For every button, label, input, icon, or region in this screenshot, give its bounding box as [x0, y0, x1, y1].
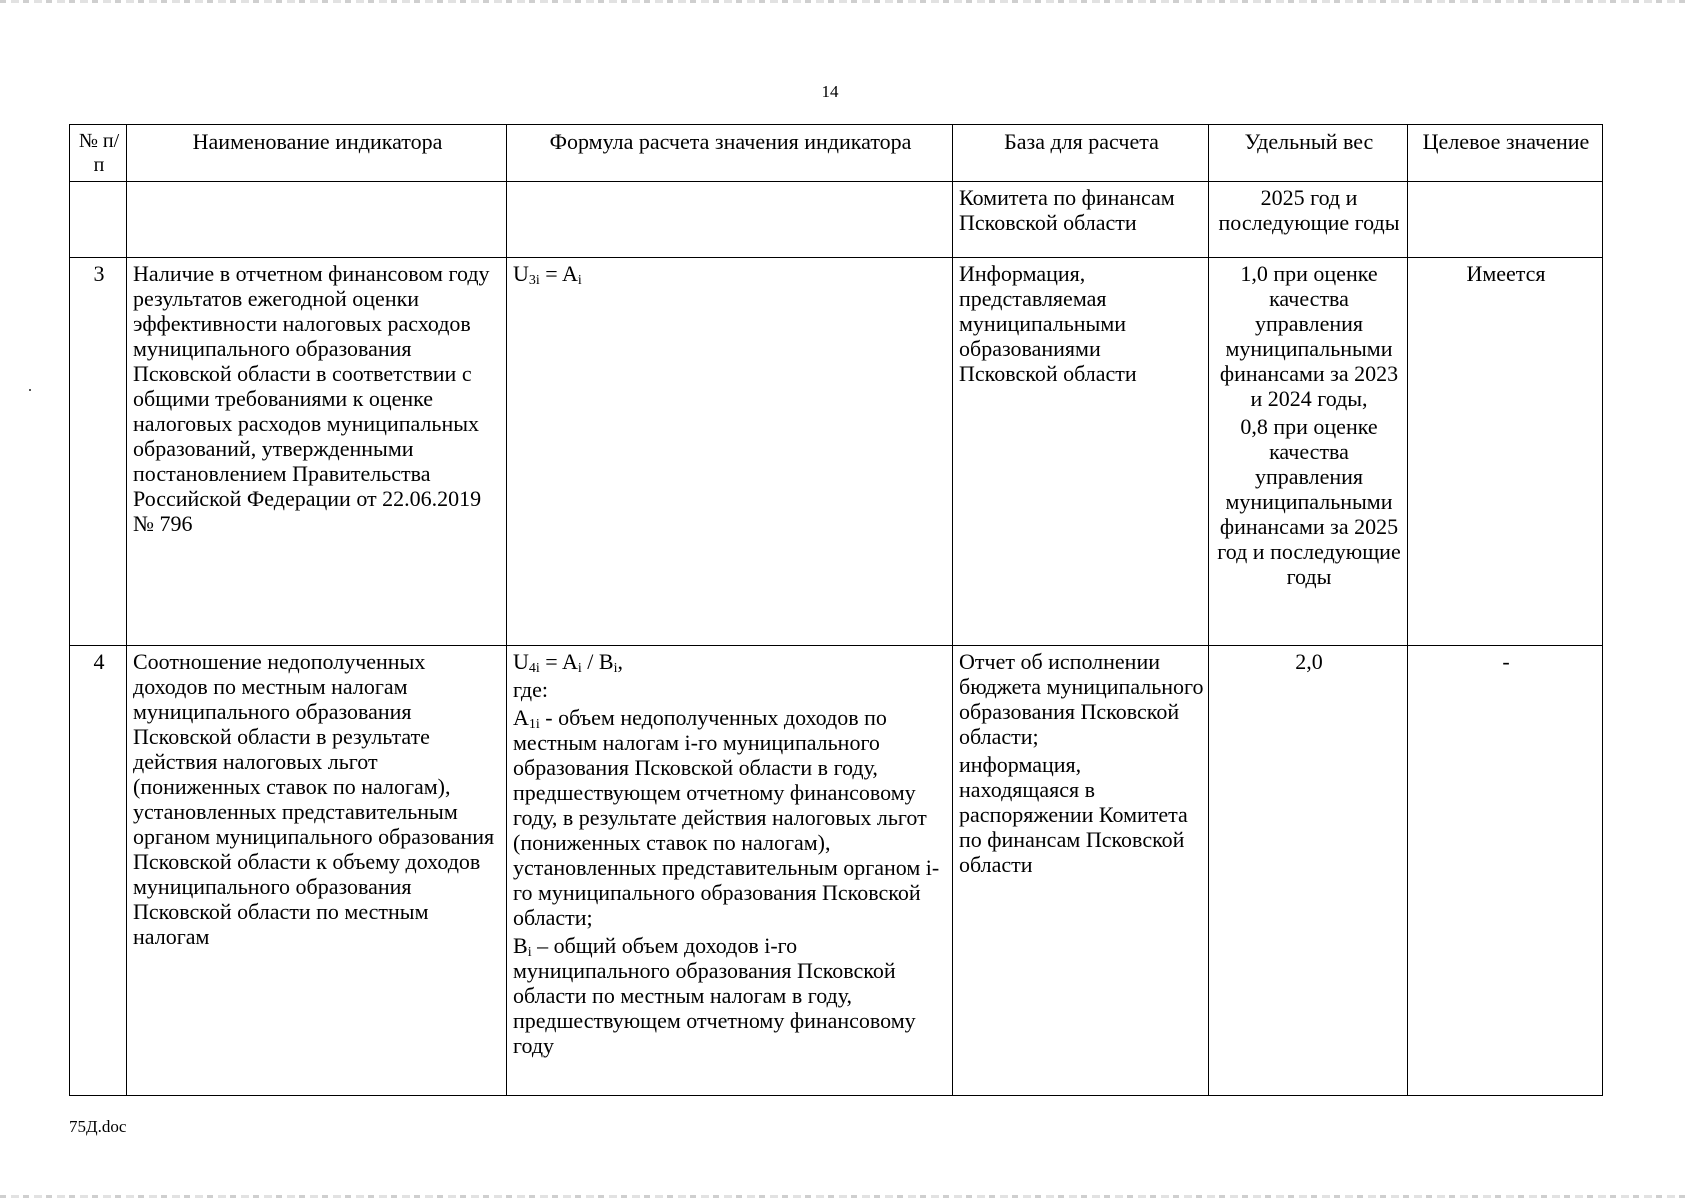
cell-name: Наличие в отчетном финансовом году результатов ежегодной оценки эффективности налоговых расходов муниципального образования Псковской области в соответствии с общими требованиями к оценке налоговых расходов муниципальных образований, утвержденными постановлением Правительства Российской Федерации от 22.06.2019 № 796: [127, 258, 507, 646]
table-row-continuation: [70, 182, 1603, 258]
cell-base: Комитета по финансам Псковской области: [953, 182, 1209, 258]
formula-subscript: i: [613, 661, 618, 676]
scan-top-edge: [0, 0, 1686, 3]
formula-subscript: i: [577, 273, 582, 288]
header-formula: Формула расчета значения индикатора: [507, 125, 953, 182]
formula-line: [513, 649, 948, 674]
cell-formula: [507, 258, 953, 646]
formula-equals: = A: [539, 261, 578, 286]
cell-num: 3: [70, 258, 127, 646]
formula-equals: = A: [539, 649, 578, 674]
cell-weight: [1209, 258, 1408, 646]
indicators-table: [69, 124, 1603, 1096]
cell-name: Соотношение недополученных доходов по местным налогам муниципального образования Псковской области в результате действия налоговых льгот (пониженных ставок по налогам), установленных представительным органом муниципального образования Псковской области к объему доходов муниципального образования Псковской области по местным налогам: [127, 646, 507, 1096]
table-header-row: [70, 125, 1603, 182]
cell-weight: 2,0: [1209, 646, 1408, 1096]
cell-num: 4: [70, 646, 127, 1096]
cell-base: Информация, представляемая муниципальными образованиями Псковской области: [953, 258, 1209, 646]
cell-target: [1408, 182, 1603, 258]
cell-weight: 2025 год и последующие годы: [1209, 182, 1408, 258]
cell-name: [127, 182, 507, 258]
definition-text: - объем недополученных доходов по местным налогам i-го муниципального образования Псковской области в году, предшествующем отчетному финансовому году, в результате действия налоговых льгот (пониженных ставок по налогам), установленных представительным органом i-го муниципального образования Псковской области;: [513, 705, 940, 930]
table-row-4: [70, 646, 1603, 1096]
formula-divide: / B: [581, 649, 614, 674]
formula-symbol: U: [513, 261, 529, 286]
formula-definition-a: [513, 705, 948, 930]
weight-line-1: 1,0 при оценке качества управления муниципальными финансами за 2023 и 2024 годы,: [1219, 261, 1399, 411]
formula-subscript: i: [527, 945, 532, 960]
header-weight: Удельный вес: [1209, 125, 1408, 182]
formula-symbol: U: [513, 649, 529, 674]
cell-formula: [507, 182, 953, 258]
formula-subscript: 3i: [528, 273, 540, 288]
formula-subscript: i: [577, 661, 582, 676]
definition-symbol: A: [513, 705, 529, 730]
header-name: Наименование индикатора: [127, 125, 507, 182]
header-base: База для расчета: [953, 125, 1209, 182]
header-num: № п/п: [70, 125, 127, 182]
cell-target: Имеется: [1408, 258, 1603, 646]
page-number: 14: [821, 82, 839, 101]
formula-comma: ,: [617, 649, 623, 674]
cell-num: [70, 182, 127, 258]
cell-formula: [507, 646, 953, 1096]
footer-filename: 75Д.doc: [69, 1117, 127, 1136]
cell-base: [953, 646, 1209, 1096]
cell-target: -: [1408, 646, 1603, 1096]
weight-line-2: 0,8 при оценке качества управления муниципальными финансами за 2025 год и последующие годы: [1217, 414, 1401, 589]
base-line-2: информация, находящаяся в распоряжении Комитета по финансам Псковской области: [959, 752, 1188, 877]
formula-where: где:: [513, 677, 548, 702]
formula-subscript: 4i: [528, 661, 540, 676]
scan-bottom-edge: [0, 1195, 1686, 1198]
scan-speck: [29, 389, 31, 391]
base-line-1: Отчет об исполнении бюджета муниципального образования Псковской области;: [959, 649, 1204, 749]
formula-subscript: 1i: [528, 717, 540, 732]
definition-text: – общий объем доходов i-го муниципального образования Псковской области по местным налогам в году, предшествующем отчетному финансовому году: [513, 933, 916, 1058]
table-row-3: [70, 258, 1603, 646]
definition-symbol: B: [513, 933, 528, 958]
header-target: Целевое значение: [1408, 125, 1603, 182]
formula-definition-b: [513, 933, 948, 1058]
